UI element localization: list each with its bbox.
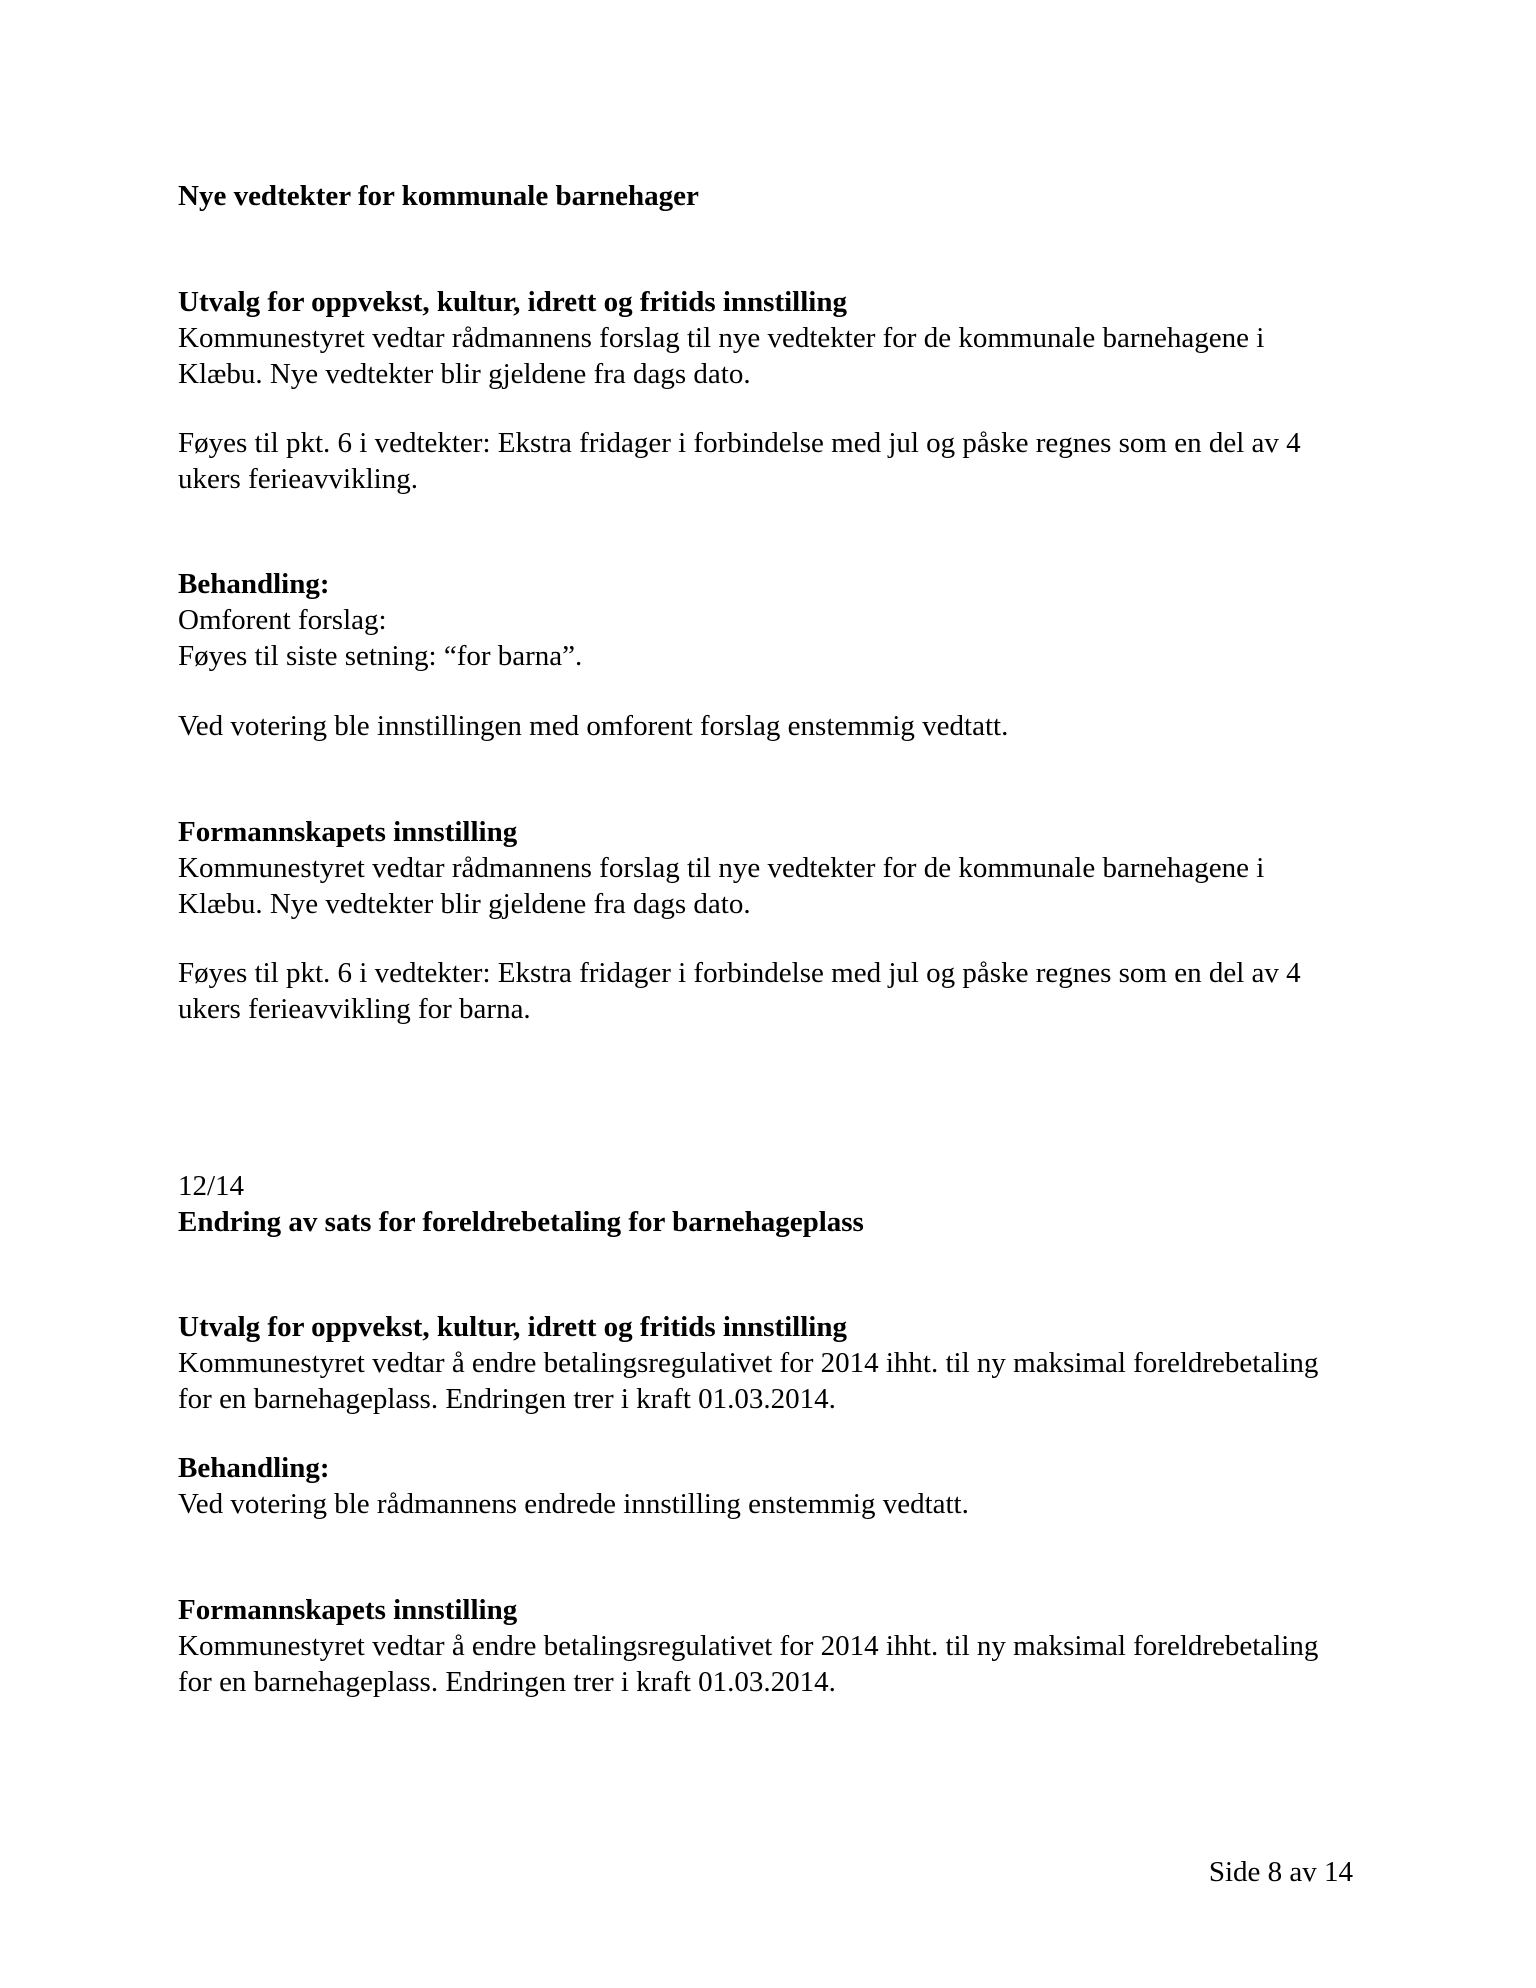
committee-recommendation bbox=[178, 284, 1378, 392]
formannskap-heading: Formannskapets innstilling bbox=[178, 1594, 518, 1626]
paragraph-line: Føyes til pkt. 6 i vedtekter: Ekstra fridager i forbindelse med jul og påske regnes som en del av 4 bbox=[178, 957, 1301, 989]
case-number: 12/14 bbox=[178, 1170, 245, 1202]
treatment-heading: Behandling: bbox=[178, 568, 330, 600]
section-title-text: Endring av sats for foreldrebetaling for barnehageplass bbox=[178, 1206, 864, 1238]
paragraph-line: Klæbu. Nye vedtekter blir gjeldene fra dags dato. bbox=[178, 358, 751, 390]
committee-heading: Utvalg for oppvekst, kultur, idrett og fritids innstilling bbox=[178, 1311, 847, 1343]
vote-text: Ved votering ble rådmannens endrede innstilling enstemmig vedtatt. bbox=[178, 1488, 969, 1520]
paragraph-line: Kommunestyret vedtar å endre betalingsregulativet for 2014 ihht. til ny maksimal foreldrebetaling bbox=[178, 1347, 1319, 1379]
committee-heading: Utvalg for oppvekst, kultur, idrett og fritids innstilling bbox=[178, 286, 847, 318]
committee-recommendation bbox=[178, 1309, 1378, 1417]
case-header bbox=[178, 1168, 1378, 1240]
paragraph-line: Omforent forslag: bbox=[178, 604, 387, 636]
treatment bbox=[178, 1450, 1378, 1522]
section-title bbox=[178, 178, 1378, 214]
vote-result bbox=[178, 708, 1378, 744]
paragraph-line: Kommunestyret vedtar rådmannens forslag til nye vedtekter for de kommunale barnehagene i bbox=[178, 322, 1265, 354]
vote-text: Ved votering ble innstillingen med omforent forslag enstemmig vedtatt. bbox=[178, 710, 1009, 742]
paragraph-line: Føyes til siste setning: “for barna”. bbox=[178, 640, 583, 672]
paragraph-line: Kommunestyret vedtar rådmannens forslag til nye vedtekter for de kommunale barnehagene i bbox=[178, 852, 1265, 884]
treatment bbox=[178, 566, 1378, 674]
committee-addition bbox=[178, 425, 1378, 497]
treatment-heading: Behandling: bbox=[178, 1452, 330, 1484]
paragraph-line: Føyes til pkt. 6 i vedtekter: Ekstra fridager i forbindelse med jul og påske regnes som en del av 4 bbox=[178, 427, 1301, 459]
paragraph-line: Kommunestyret vedtar å endre betalingsregulativet for 2014 ihht. til ny maksimal foreldrebetaling bbox=[178, 1630, 1319, 1662]
paragraph-line: for en barnehageplass. Endringen trer i kraft 01.03.2014. bbox=[178, 1383, 836, 1415]
page-number: Side 8 av 14 bbox=[1208, 1856, 1353, 1888]
paragraph-line: for en barnehageplass. Endringen trer i kraft 01.03.2014. bbox=[178, 1666, 836, 1698]
formannskap-addition bbox=[178, 955, 1378, 1027]
paragraph-line: Klæbu. Nye vedtekter blir gjeldene fra dags dato. bbox=[178, 888, 751, 920]
paragraph-line: ukers ferieavvikling. bbox=[178, 463, 418, 495]
formannskap-recommendation bbox=[178, 1592, 1378, 1700]
formannskap-heading: Formannskapets innstilling bbox=[178, 816, 518, 848]
paragraph-line: ukers ferieavvikling for barna. bbox=[178, 993, 531, 1025]
section-title-text: Nye vedtekter for kommunale barnehager bbox=[178, 180, 699, 212]
formannskap-recommendation bbox=[178, 814, 1378, 922]
